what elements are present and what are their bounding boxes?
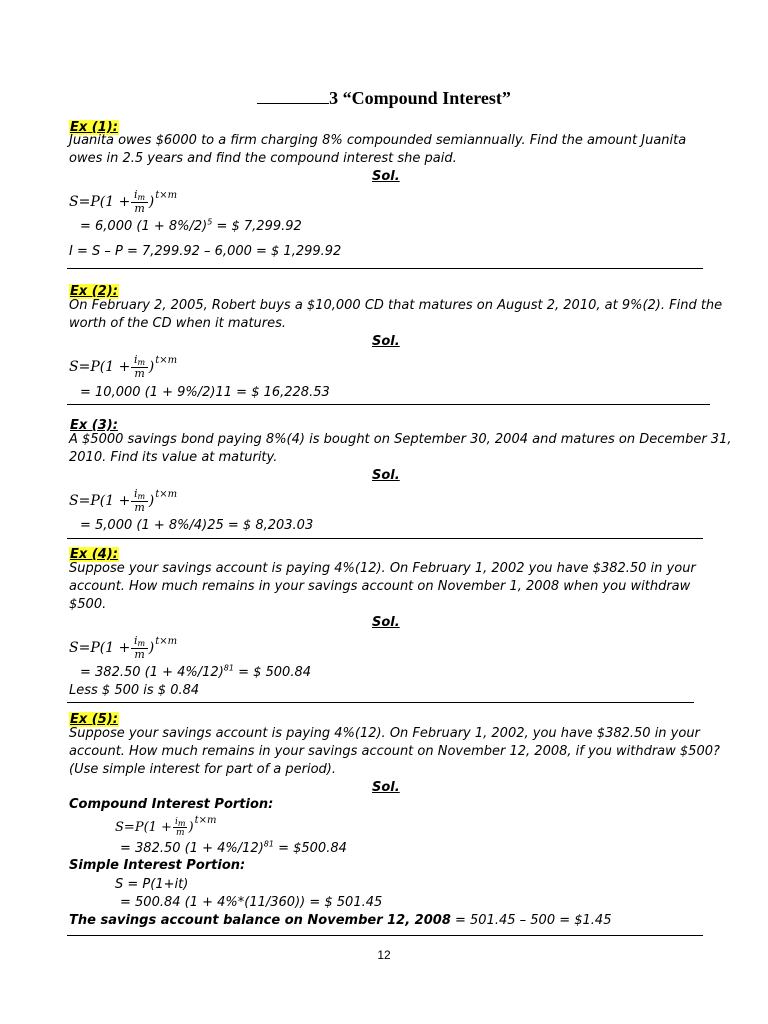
section-divider — [67, 702, 694, 703]
ex2-label: Ex (2): — [70, 284, 118, 299]
ex5-simple-heading: Simple Interest Portion: — [69, 858, 246, 873]
section-divider — [67, 935, 703, 936]
ex1-compound-formula: S = P (1 + $\frac{im}{m}$ ) t×m — [69, 188, 178, 215]
ex5-final-balance: The savings account balance on November 12, 2008 = 501.45 – 500 = $1.45 — [69, 913, 612, 928]
ex5-compound-formula: S = P (1 + $\frac{im}{m}$ ) t×m — [115, 814, 217, 838]
ex4-sol-heading: Sol. — [372, 615, 400, 630]
ex1-problem-line2: owes in 2.5 years and find the compound interest she paid. — [69, 151, 457, 166]
ex2-compound-formula: S = P (1 + $\frac{im}{m}$ ) t×m — [69, 353, 178, 380]
ex4-remaining: Less $ 500 is $ 0.84 — [69, 683, 200, 698]
section-divider — [67, 538, 703, 539]
ex5-sol-heading: Sol. — [372, 780, 400, 795]
ex4-problem-line2: account. How much remains in your savings account on November 1, 2008 when you withdraw — [69, 579, 691, 594]
ex2-problem-line1: On February 2, 2005, Robert buys a $10,000 CD that matures on August 2, 2010, at 9%(2). Find the — [69, 298, 723, 313]
ex5-compound-calculation: = 382.50 $(1 + 4\%/12)^{81}$ = $500.84 — [120, 839, 347, 856]
page-title: 3 “Compound Interest” — [0, 88, 768, 109]
ex1-sol-heading: Sol. — [372, 169, 400, 184]
ex2-problem-line2: worth of the CD when it matures. — [69, 316, 287, 331]
ex4-problem-line3: $500. — [69, 597, 107, 612]
ex5-simple-formula: S = P(1+it) — [115, 877, 189, 892]
ex3-label: Ex (3): — [70, 418, 118, 433]
ex1-interest: I = S – P = 7,299.92 – 6,000 = $ 1,299.92 — [69, 244, 342, 259]
ex1-label: Ex (1): — [70, 120, 118, 135]
section-divider — [67, 268, 703, 269]
ex5-simple-calculation: = 500.84 (1 + 4%*(11/360)) = $ 501.45 — [120, 895, 383, 910]
section-divider — [67, 404, 710, 405]
ex3-problem-line1: A $5000 savings bond paying 8%(4) is bought on September 30, 2004 and matures on December 31, — [69, 432, 732, 447]
ex5-problem-line1: Suppose your savings account is paying 4%(12). On February 1, 2002, you have $382.50 in your — [69, 726, 700, 741]
ex1-problem-line1: Juanita owes $6000 to a firm charging 8% compounded semiannually. Find the amount Juanita — [69, 133, 687, 148]
ex2-calculation: = 10,000 (1 + 9%/2)11 = $ 16,228.53 — [80, 385, 330, 400]
ex4-compound-formula: S = P (1 + $\frac{im}{m}$ ) t×m — [69, 634, 178, 661]
ex3-sol-heading: Sol. — [372, 468, 400, 483]
ex3-compound-formula: S = P (1 + $\frac{im}{m}$ ) t×m — [69, 487, 178, 514]
ex5-compound-heading: Compound Interest Portion: — [69, 797, 274, 812]
ex2-sol-heading: Sol. — [372, 334, 400, 349]
ex4-problem-line1: Suppose your savings account is paying 4%(12). On February 1, 2002 you have $382.50 in your — [69, 561, 696, 576]
ex5-problem-line3: (Use simple interest for part of a period). — [69, 762, 337, 777]
ex3-problem-line2: 2010. Find its value at maturity. — [69, 450, 278, 465]
ex4-calculation: = 382.50 $(1 + 4\%/12)^{81}$ = $ 500.84 — [80, 663, 312, 680]
title-leader-line — [257, 89, 329, 104]
ex5-problem-line2: account. How much remains in your savings account on November 12, 2008, if you withdraw $500? — [69, 744, 720, 759]
ex1-calculation: = 6,000 $(1 + 8\%/2)^5$ = $ 7,299.92 — [80, 217, 302, 234]
ex5-label: Ex (5): — [70, 712, 118, 727]
page-number: 12 — [377, 948, 391, 962]
ex4-label: Ex (4): — [70, 547, 118, 562]
ex3-calculation: = 5,000 (1 + 8%/4)25 = $ 8,203.03 — [80, 518, 314, 533]
